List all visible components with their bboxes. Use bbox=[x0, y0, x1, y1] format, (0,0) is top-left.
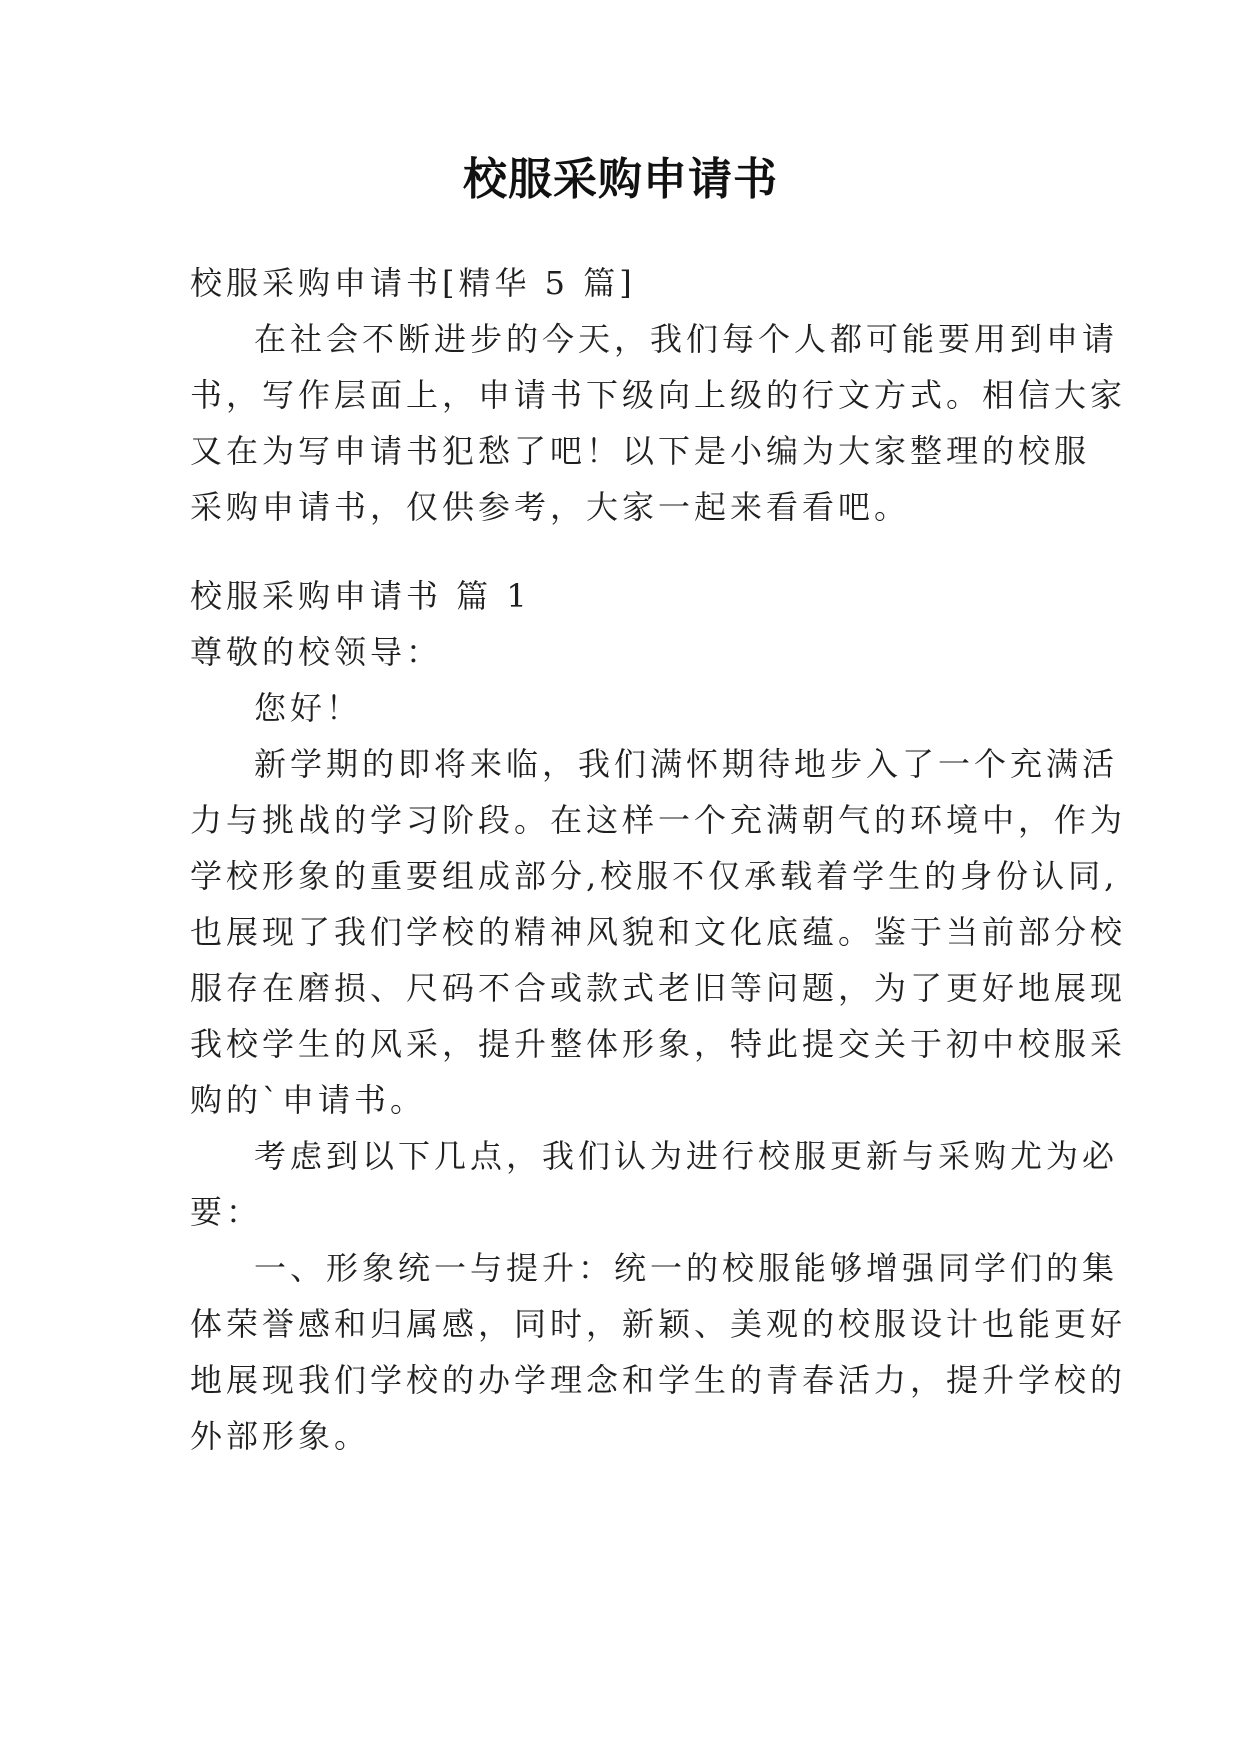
paragraph-line: 学校形象的重要组成部分,校服不仅承载着学生的身份认同, bbox=[190, 857, 1119, 895]
intro-line: 采购申请书，仅供参考，大家一起来看看吧。 bbox=[190, 488, 911, 526]
section-heading: 校服采购申请书 篇 1 bbox=[190, 577, 531, 615]
paragraph-line: 也展现了我们学校的精神风貌和文化底蕴。鉴于当前部分校 bbox=[190, 913, 1127, 951]
paragraph-line: 力与挑战的学习阶段。在这样一个充满朝气的环境中，作为 bbox=[190, 801, 1127, 839]
document-subtitle: 校服采购申请书[精华 5 篇] bbox=[190, 264, 636, 302]
section-1 bbox=[190, 568, 1127, 1464]
paragraph-line: 新学期的即将来临，我们满怀期待地步入了一个充满活 bbox=[254, 745, 1119, 783]
document-title: 校服采购申请书 bbox=[463, 154, 778, 205]
intro-block bbox=[190, 255, 1127, 535]
intro-line: 又在为写申请书犯愁了吧！以下是小编为大家整理的校服 bbox=[190, 432, 1091, 470]
paragraph-line: 体荣誉感和归属感，同时，新颖、美观的校服设计也能更好 bbox=[190, 1305, 1127, 1343]
paragraph-line: 地展现我们学校的办学理念和学生的青春活力，提升学校的 bbox=[190, 1361, 1127, 1399]
intro-line: 在社会不断进步的今天，我们每个人都可能要用到申请 bbox=[254, 320, 1119, 358]
paragraph-line: 购的`申请书。 bbox=[190, 1081, 427, 1119]
intro-line: 书，写作层面上，申请书下级向上级的行文方式。相信大家 bbox=[190, 376, 1127, 414]
paragraph-line: 一、形象统一与提升：统一的校服能够增强同学们的集 bbox=[254, 1249, 1119, 1287]
salutation: 尊敬的校领导： bbox=[190, 633, 443, 671]
paragraph-line: 要： bbox=[190, 1193, 263, 1231]
paragraph-line: 外部形象。 bbox=[190, 1417, 371, 1455]
paragraph-line: 服存在磨损、尺码不合或款式老旧等问题，为了更好地展现 bbox=[190, 969, 1127, 1007]
paragraph-line: 我校学生的风采，提升整体形象，特此提交关于初中校服采 bbox=[190, 1025, 1127, 1063]
greeting: 您好！ bbox=[254, 689, 363, 727]
paragraph-line: 考虑到以下几点，我们认为进行校服更新与采购尤为必 bbox=[254, 1137, 1119, 1175]
